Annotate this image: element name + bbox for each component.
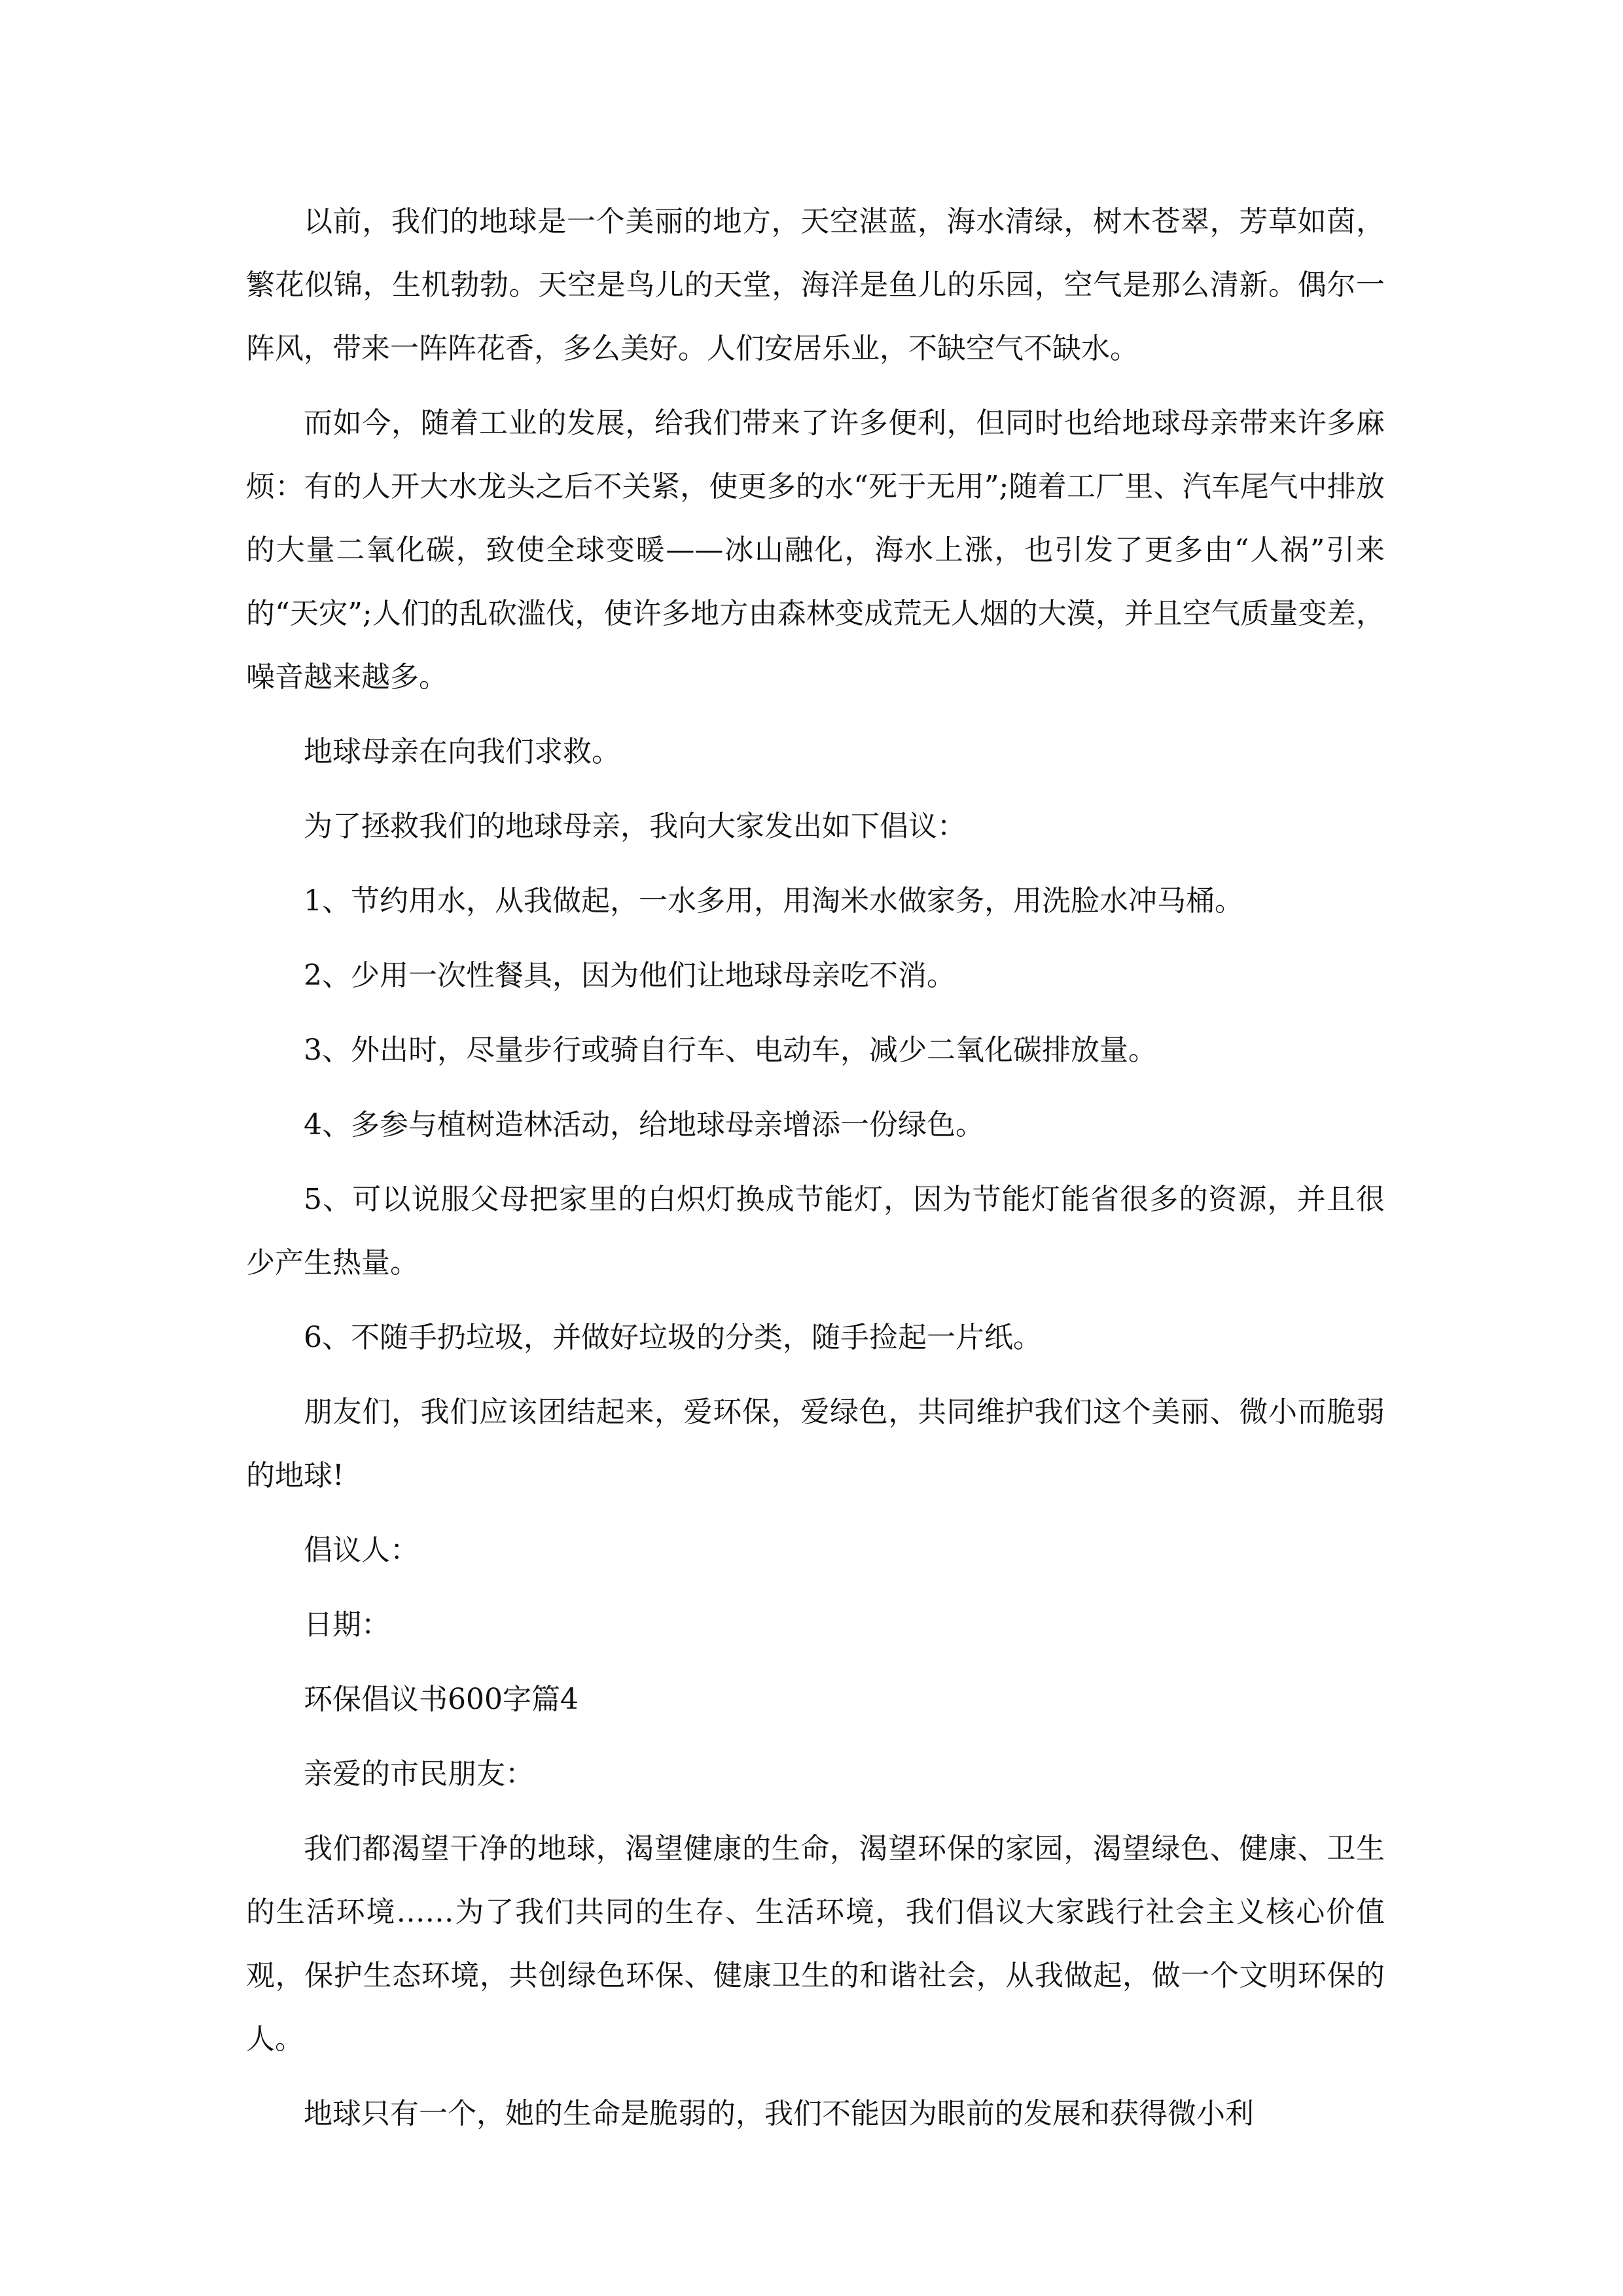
paragraph-earth-past: 以前，我们的地球是一个美丽的地方，天空湛蓝，海水清绿，树木苍翠，芳草如茵，繁花似锦，生机勃勃。天空是鸟儿的天堂，海洋是鱼儿的乐园，空气是那么清新。偶尔一阵风，带来一阵阵花香，多么美好。人们安居乐业，不缺空气不缺水。 [246, 205, 1385, 365]
proposal-item-3: 3、外出时，尽量步行或骑自行车、电动车，减少二氧化碳排放量。 [304, 1033, 1157, 1067]
date-label: 日期： [304, 1608, 390, 1641]
paragraph-only-one-earth: 地球只有一个，她的生命是脆弱的，我们不能因为眼前的发展和获得微小利 [304, 2097, 1254, 2130]
section-title: 环保倡议书600字篇4 [304, 1683, 579, 1716]
proposal-item-1: 1、节约用水，从我做起，一水多用，用淘米水做家务，用洗脸水冲马桶。 [304, 884, 1243, 918]
proposer-label: 倡议人： [304, 1534, 419, 1567]
document-body [246, 190, 1385, 2157]
paragraph-earth-now: 而如今，随着工业的发展，给我们带来了许多便利，但同时也给地球母亲带来许多麻烦：有的人开大水龙头之后不关紧，使更多的水“死于无用”;随着工厂里、汽车尾气中排放的大量二氧化碳，致使全球变暖——冰山融化，海水上涨，也引发了更多由“人祸”引来的“天灾”;人们的乱砍滥伐，使许多地方由森林变成荒无人烟的大漠，并且空气质量变差，噪音越来越多。 [246, 406, 1385, 694]
proposal-item-5: 5、可以说服父母把家里的白炽灯换成节能灯，因为节能灯能省很多的资源，并且很少产生热量。 [246, 1183, 1385, 1280]
paragraph-call-to-action: 朋友们，我们应该团结起来，爱环保，爱绿色，共同维护我们这个美丽、微小而脆弱的地球! [246, 1395, 1385, 1492]
proposal-item-4: 4、多参与植树造林活动，给地球母亲增添一份绿色。 [304, 1108, 984, 1141]
paragraph-proposal-intro: 为了拯救我们的地球母亲，我向大家发出如下倡议： [304, 810, 966, 843]
proposal-item-2: 2、少用一次性餐具，因为他们让地球母亲吃不消。 [304, 959, 955, 992]
proposal-item-6: 6、不随手扔垃圾，并做好垃圾的分类，随手捡起一片纸。 [304, 1321, 1042, 1354]
salutation: 亲爱的市民朋友： [304, 1757, 534, 1791]
paragraph-earth-help: 地球母亲在向我们求救。 [304, 735, 620, 768]
paragraph-desire: 我们都渴望干净的地球，渴望健康的生命，渴望环保的家园，渴望绿色、健康、卫生的生活环境……为了我们共同的生存、生活环境，我们倡议大家践行社会主义核心价值观，保护生态环境，共创绿色环保、健康卫生的和谐社会，从我做起，做一个文明环保的人。 [246, 1832, 1385, 2056]
